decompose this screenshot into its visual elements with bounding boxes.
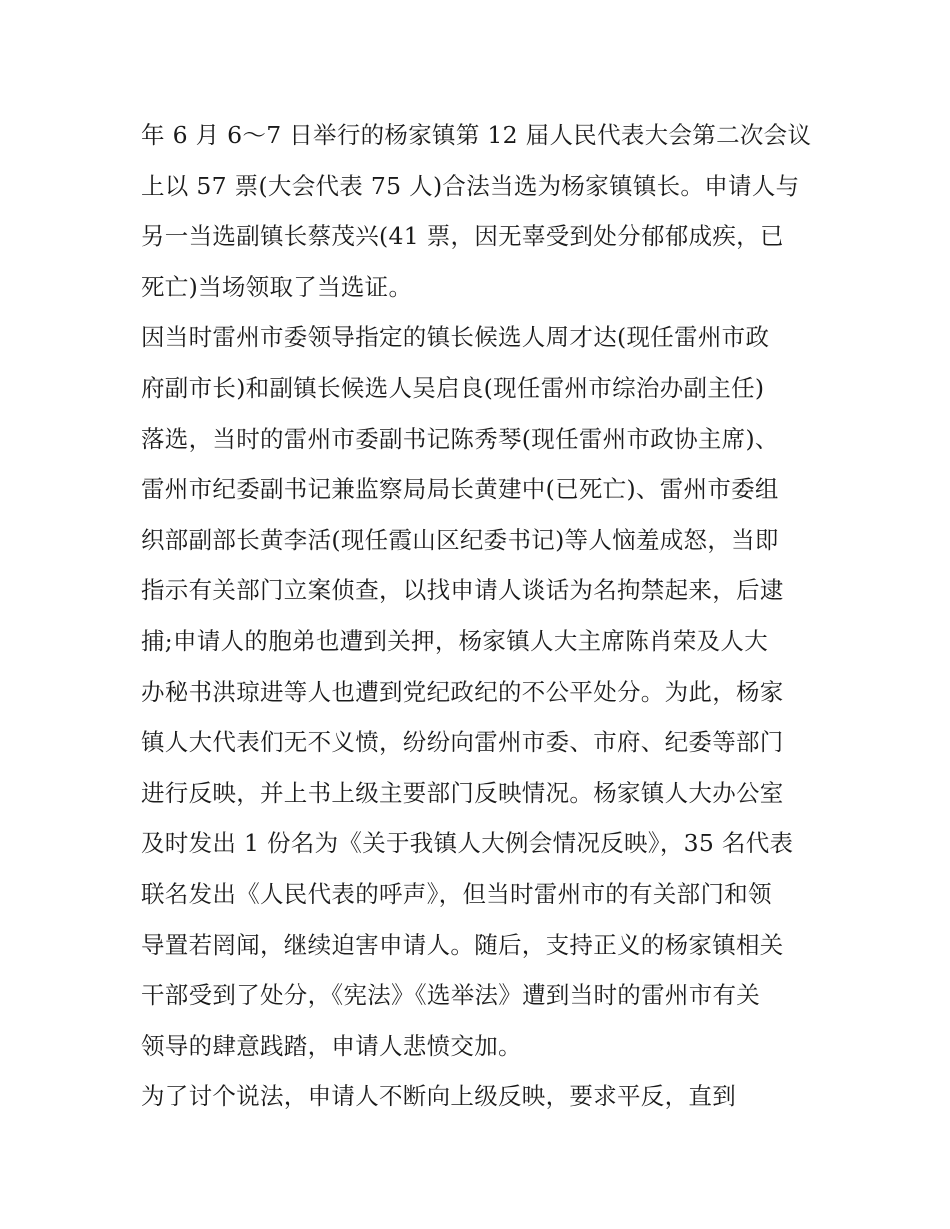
text-line: 年 6 月 6～7 日举行的杨家镇第 12 届人民代表大会第二次会议 xyxy=(141,121,812,149)
text-line: 领导的肆意践踏，申请人悲愤交加。 xyxy=(141,1031,522,1060)
text-line: 府副市长)和副镇长候选人吴启良(现任雷州市综治办副主任) xyxy=(141,373,765,402)
text-line: 办秘书洪琼进等人也遭到党纪政纪的不公平处分。为此，杨家 xyxy=(141,677,784,706)
text-line: 指示有关部门立案侦查，以找申请人谈话为名拘禁起来，后逮 xyxy=(141,576,784,605)
text-line: 死亡)当场领取了当选证。 xyxy=(141,272,413,301)
document-body xyxy=(141,110,831,1122)
text-line: 上以 57 票(大会代表 75 人)合法当选为杨家镇镇长。申请人与 xyxy=(141,171,800,200)
text-line: 落选，当时的雷州市委副书记陈秀琴(现任雷州市政协主席)、 xyxy=(141,424,779,453)
text-line: 导置若罔闻，继续迫害申请人。随后，支持正义的杨家镇相关 xyxy=(141,930,784,959)
text-line: 为了讨个说法，申请人不断向上级反映，要求平反，直到 xyxy=(141,1082,736,1111)
text-line: 另一当选副镇长蔡茂兴(41 票，因无辜受到处分郁郁成疾，已 xyxy=(141,222,784,251)
text-line: 进行反映，并上书上级主要部门反映情况。杨家镇人大办公室 xyxy=(141,778,784,807)
text-line: 镇人大代表们无不义愤，纷纷向雷州市委、市府、纪委等部门 xyxy=(141,728,784,757)
text-line: 雷州市纪委副书记兼监察局局长黄建中(已死亡)、雷州市委组 xyxy=(141,475,779,504)
text-line: 捕;申请人的胞弟也遭到关押，杨家镇人大主席陈肖荣及人大 xyxy=(141,626,769,655)
text-line: 干部受到了处分，《宪法》《选举法》遭到当时的雷州市有关 xyxy=(141,981,761,1010)
text-line: 及时发出 1 份名为《关于我镇人大例会情况反映》，35 名代表 xyxy=(141,829,794,858)
text-line: 联名发出《人民代表的呼声》，但当时雷州市的有关部门和领 xyxy=(141,879,772,908)
text-line: 因当时雷州市委领导指定的镇长候选人周才达(现任雷州市政 xyxy=(141,323,770,352)
text-line: 织部副部长黄李活(现任霞山区纪委书记)等人恼羞成怒，当即 xyxy=(141,525,779,554)
